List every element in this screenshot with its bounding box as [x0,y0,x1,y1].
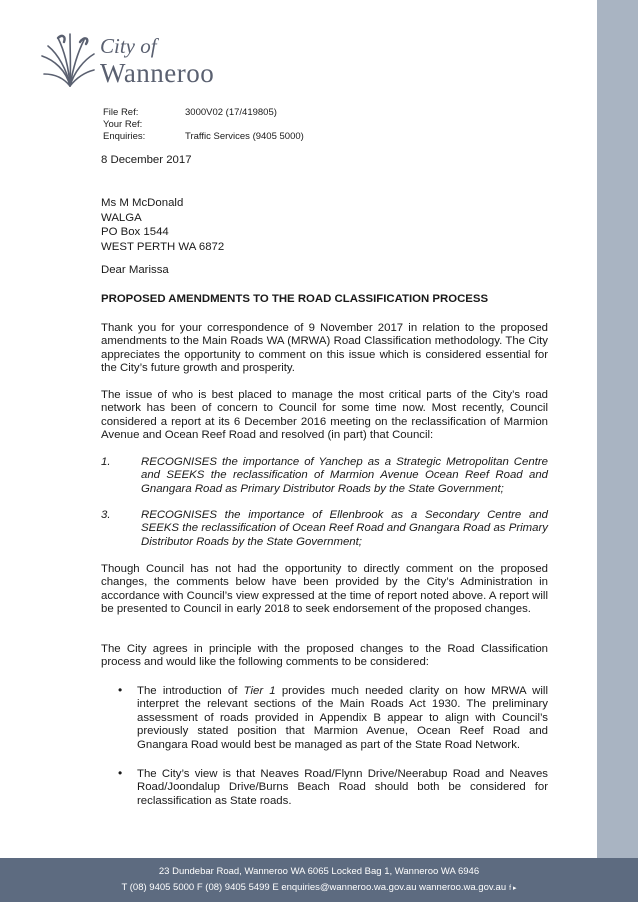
social-media-icon: f ▸ [509,885,517,892]
address-line: PO Box 1544 [101,226,169,238]
resolution-text: RECOGNISES the importance of Yanchep as a Strategic Metropolitan Centre and SEEKS the reclassification of Marmion Avenue Ocean Reef Road and Gnangara Road as Primary Distributor Roads by the State Government; [141,456,548,495]
paragraph-1: Thank you for your correspondence of 9 November 2017 in relation to the proposed amendments to the Main Roads WA (MRWA) Road Classification methodology. The City appreciates the opportunity to comment on this issue which is considered essential for the City’s future growth and prosperity. [101,322,548,375]
resolution-number: 1. [101,456,111,468]
footer-address: 23 Dundebar Road, Wanneroo WA 6065 Locked Bag 1, Wanneroo WA 6946 [158,866,480,877]
ref-label: Your Ref: [103,119,143,130]
resolution-text: RECOGNISES the importance of Ellenbrook as a Secondary Centre and SEEKS the reclassification of Ocean Reef Road and Gnangara Road as Primary Distributor Roads by the State Government; [141,509,548,548]
ref-value: 3000V02 (17/419805) [185,107,277,118]
logo-city-of-text: City of [100,34,157,58]
grass-tree-logo-icon [40,30,96,88]
footer-contact: T (08) 9405 5000 F (08) 9405 5499 E enquiries@wanneroo.wa.gov.au wanneroo.wa.gov.au f ▸ [121,882,517,893]
bullet-dot-icon: • [118,683,123,697]
address-line: WEST PERTH WA 6872 [101,240,225,253]
ref-label: File Ref: [103,107,139,118]
ref-label: Enquiries: [103,131,146,142]
recipient-address [101,196,548,254]
address-line: Ms M McDonald [101,197,184,209]
salutation: Dear Marissa [101,264,169,276]
letter-subject: PROPOSED AMENDMENTS TO THE ROAD CLASSIFICATION PROCESS [101,293,489,305]
letter-date: 8 December 2017 [101,154,192,166]
resolution-number: 3. [101,509,111,521]
city-logo [40,30,240,90]
paragraph-3: Though Council has not had the opportunity to directly comment on the proposed changes, the comments below have been provided by the City’s Administration in accordance with Council’s view expressed at the time of report noted above. A report will be presented to Council in early 2018 to seek endorsement of the proposed changes. [101,563,548,616]
address-line: WALGA [101,211,142,224]
bullet-text: The City’s view is that Neaves Road/Flynn Drive/Neerabup Road and Neaves Road/Joondalup Drive/Burns Beach Road should both be considered for reclassification as State roads. [137,768,548,807]
tier-1-emphasis: Tier 1 [243,685,276,697]
paragraph-2: The issue of who is best placed to manage the most critical parts of the City’s road network has been of concern to Council for some time now. Most recently, Council considered a report at its 6 December 2016 meeting on the reclassification of Marmion Avenue and Ocean Reef Road and resolved (in part) that Council: [101,389,548,442]
bullet-text: The introduction of Tier 1 provides much needed clarity on how MRWA will interpret the relevant sections of the Main Roads Act 1930. The preliminary assessment of roads provided in Appendix B appear to align with Council’s previously stated position that Marmion Avenue, Ocean Reef Road and Gnangara Road would best be managed as part of the State Road Network. [137,685,548,751]
side-color-strip [597,0,638,858]
paragraph-4: The City agrees in principle with the proposed changes to the Road Classification process and would like the following comments to be considered: [101,643,548,669]
bullet-dot-icon: • [118,766,123,780]
ref-value: Traffic Services (9405 5000) [185,131,304,142]
letter-footer [0,858,638,902]
logo-wanneroo-text: Wanneroo [100,58,215,88]
